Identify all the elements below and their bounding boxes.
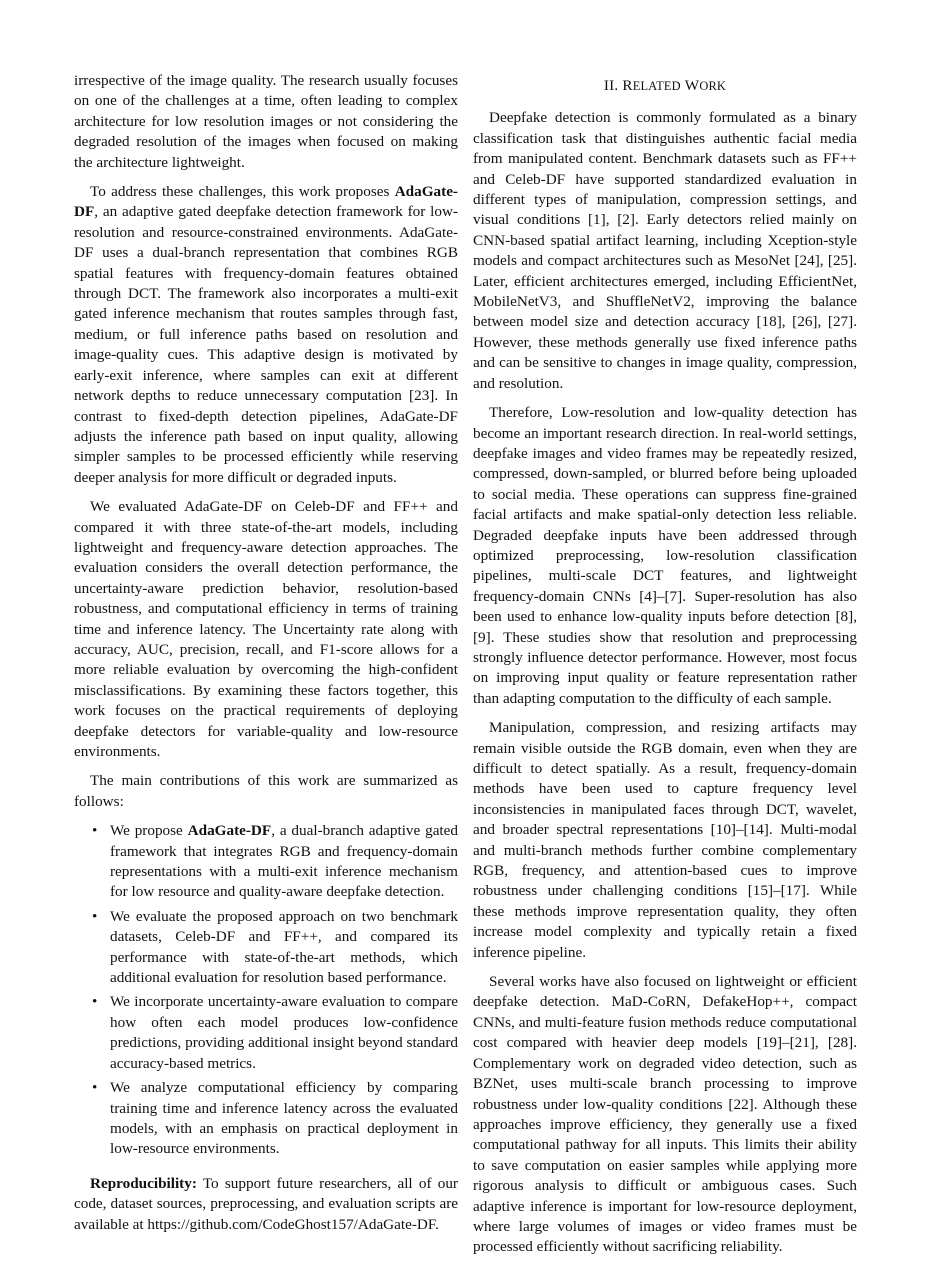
heading-initial: W (684, 77, 700, 94)
proposal-text-after: , an adaptive gated deepfake detection framework for low-resolution and resource-constrained environments. AdaGate-DF uses a dual-branch representation that combines RGB spatial features with frequency-domain features obtained through DCT. The framework also incorporates a multi-exit gated inference mechanism that routes samples through fast, medium, or full inference paths based on resolution and image-quality cues. This adaptive design is motivated by early-exit inference, where samples can exit at different network depths to reduce unnecessary computation [23]. In contrast to fixed-depth detection pipelines, AdaGate-DF adjusts the inference path based on input quality, allowing simpler samples to be processed efficiently while reserving deeper analysis for more difficult or degraded inputs. (74, 203, 458, 486)
contribution-text: We incorporate uncertainty-aware evaluation to compare how often each model produces low-confidence predictions, providing additional insight beyond standard accuracy-based metrics. (110, 993, 458, 1072)
section-numeral: II. (603, 77, 619, 94)
heading-initial: R (622, 77, 633, 94)
contribution-bold: AdaGate-DF (187, 822, 272, 840)
paragraph-related-work: Manipulation, compression, and resizing artifacts may remain visible outside the RGB domain, even when they are difficult to detect spatially. As a result, frequency-domain methods have been used to capture frequency level inconsistencies in manipulated faces through DCT, wavelet, and broader spectral representations [10]–[14]. Multi-modal and multi-branch methods further combine complementary RGB, frequency, and attention-based cues to improve robustness under challenging conditions [15]–[17]. While these methods improve representation quality, they often increase model complexity and typically retain a fixed inference pipeline. (473, 719, 857, 961)
paragraph-related-work: Several works have also focused on lightweight or efficient deepfake detection. MaD-CoRN, DefakeHop++, compact CNNs, and multi-feature fusion methods reduce computational cost compared with heavier deep models [19]–[21], [28]. Complementary work on degraded video detection, such as BZNet, uses multi-scale branch processing to improve robustness under low-quality conditions [22]. Although these approaches improve efficiency, they generally use a fixed computational pathway for all inputs. This limits their ability to save computation on easier samples while applying more rigorous analysis to difficult or ambiguous cases. Such adaptive inference is important for low-resource deployment, where large volumes of images or video frames must be processed efficiently without sacrificing reliability. (473, 973, 857, 1256)
heading-smallcaps: ORK (699, 79, 727, 93)
left-column (74, 71, 458, 1244)
contribution-text-after: , a dual-branch adaptive gated framework that integrates RGB and frequency-domain representations with a multi-exit inference mechanism for low resource and quality-aware deepfake detection. (110, 822, 458, 901)
proposal-text-before: To address these challenges, this work proposes (90, 183, 395, 201)
bullet-icon: • (92, 907, 98, 925)
contribution-text: We propose (110, 822, 188, 840)
contribution-item (92, 992, 458, 1074)
paragraph-evaluation: We evaluated AdaGate-DF on Celeb-DF and FF++ and compared it with three state-of-the-art models, including lightweight and frequency-aware detection approaches. The evaluation considers the overall detection performance, the uncertainty-aware prediction behavior, resolution-based robustness, and computational efficiency in terms of training time and inference latency. The Uncertainty rate along with accuracy, AUC, precision, recall, and F1-score allows for a more reliable evaluation by overcoming the high-confident misclassifications. By examining these factors together, this work focuses on the practical requirements of deploying deepfake detectors for variable-quality and low-resource environments. (74, 498, 458, 760)
paragraph-related-work: Therefore, Low-resolution and low-quality detection has become an important research direction. In real-world settings, deepfake images and video frames may be repeatedly resized, compressed, down-sampled, or blurred before being uploaded to social media. These operations can suppress fine-grained facial artifacts and make spatial-only detection less reliable. Degraded deepfake inputs have been addressed through optimized preprocessing, low-resolution classification pipelines, multi-scale DCT features, and lightweight frequency-domain CNNs [4]–[7]. Super-resolution has also been used to enhance low-quality inputs before detection [8], [9]. These studies show that resolution and preprocessing strongly influence detector performance. However, most focus on improving input quality or feature representation rather than adapting computation to the difficulty of each sample. (473, 404, 857, 707)
contribution-item (92, 907, 458, 989)
bullet-icon: • (92, 1079, 98, 1097)
reproducibility-label: Reproducibility: (90, 1174, 197, 1192)
section-heading-related-work (473, 76, 857, 96)
paragraph-continuation: irrespective of the image quality. The research usually focuses on one of the challenges at a time, often leading to complex architecture for low resolution images or not considering the degraded resolution of the images when focused on making the architecture lightweight. (74, 72, 458, 171)
heading-smallcaps: ELATED (632, 79, 681, 93)
right-column (473, 71, 857, 1267)
contributions-list (74, 821, 458, 1160)
bullet-icon: • (92, 822, 98, 840)
paragraph-proposal (74, 182, 458, 488)
contribution-text: We analyze computational efficiency by comparing training time and inference latency across the evaluated models, with an emphasis on practical deployment in low-resource environments. (110, 1079, 458, 1158)
paragraph-reproducibility (74, 1174, 458, 1235)
contribution-text: We evaluate the proposed approach on two benchmark datasets, Celeb-DF and FF++, and compared its performance with state-of-the-art methods, which additional evaluation for resolution based performance. (110, 907, 458, 987)
paragraph-contributions-intro: The main contributions of this work are summarized as follows: (74, 772, 458, 810)
contribution-item (92, 821, 458, 903)
contribution-item (92, 1078, 458, 1160)
reproducibility-text: To support future researchers, all of our code, dataset sources, preprocessing, and evaluation scripts are available at https://github.com/CodeGhost157/AdaGate-DF. (74, 1174, 458, 1233)
paragraph-related-work: Deepfake detection is commonly formulated as a binary classification task that distinguishes authentic facial media from manipulated content. Benchmark datasets such as FF++ and Celeb-DF have supported standardized evaluation in different types of manipulation, compression settings, and visual conditions [1], [2]. Early detectors relied mainly on CNN-based spatial artifact learning, including Xception-style models and compact architectures such as MesoNet [24], [25]. Later, efficient architectures emerged, including EfficientNet, MobileNetV3, and ShuffleNetV2, improving the balance between model size and detection accuracy [18], [26], [27]. However, these methods generally use fixed inference paths and can be sensitive to changes in image quality, compression, and resolution. (473, 109, 857, 392)
framework-name-bold: AdaGate-DF (74, 183, 458, 221)
bullet-icon: • (92, 993, 98, 1011)
